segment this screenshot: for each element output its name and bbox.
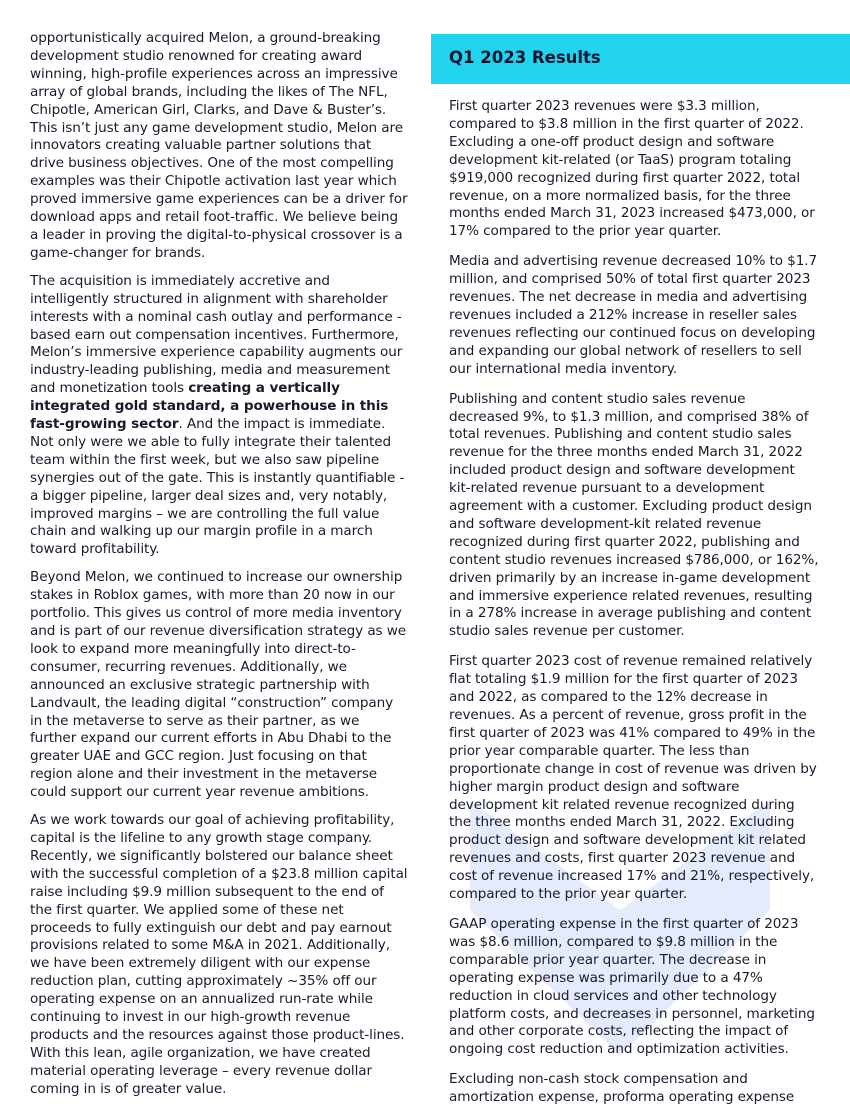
paragraph-text: . And the impact is immediate. Not only were we able to fully integrate their talented team within the first week, but we also saw pipeline synergies out of the gate. This is instantly quantifiable - a bigger pipeline, larger deal sizes and, very notably, improved margins – we are controlling the full value chain and walking up our margin profile in a march toward profitability. [30, 416, 405, 558]
paragraph-cost-of-revenue: First quarter 2023 cost of revenue remained relatively flat totaling $1.9 million for the first quarter of 2023 and 2022, as compared to the 12% decrease in revenues. As a percent of revenue, gross profit in the first quarter of 2023 was 41% compared to 49% in the prior year comparable quarter. The less than proportionate change in cost of revenue was driven by higher margin product design and software development kit related revenue recognized during the three months ended March 31, 2022. Excluding product design and software development kit related revenues and costs, first quarter 2023 revenue and cost of revenue increased 17% and 21%, respectively, compared to the prior year quarter. [449, 653, 817, 903]
emphasis-text: creating a vertically integrated gold standard, a powerhouse in this fast-growing sector [30, 380, 389, 433]
paragraph-melon-acquisition: opportunistically acquired Melon, a ground-breaking development studio renowned for creating award winning, high-profile experiences across an impressive array of global brands, including the likes of The NFL, Chipotle, American Girl, Clarks, and Dave & Buster’s. This isn’t just any game development studio, Melon are innovators creating valuable partner solutions that drive business objectives. One of the most compelling examples was their Chipotle activation last year which proved immersive game experiences can be a driver for download apps and retail foot-traffic. We believe being a leader in proving the digital-to-physical crossover is a game-changer for brands. [30, 30, 408, 261]
paragraph-proforma-expense: Excluding non-cash stock compensation and amortization expense, proforma operating expense [449, 1071, 795, 1106]
paragraph-accretive-acquisition [30, 273, 408, 560]
section-banner [431, 34, 850, 84]
section-title: Q1 2023 Results [449, 48, 601, 67]
paragraph-profitability: As we work towards our goal of achieving profitability, capital is the lifeline to any growth stage company. Recently, we significantly bolstered our balance sheet with the successful completion of a $23.8 million capital raise including $9.9 million subsequent to the end of the first quarter. We applied some of these net proceeds to fully extinguish our debt and pay earnout provisions related to some M&A in 2021. Additionally, we have been extremely diligent with our expense reduction plan, cutting approximately ~35% off our operating expense on an annualized run-rate while continuing to invest in our high-growth revenue products and the resources against those product-lines. With this lean, agile organization, we have created material operating leverage – every revenue dollar coming in is of greater value. [30, 812, 408, 1097]
right-column [449, 98, 819, 1119]
paragraph-media-advertising: Media and advertising revenue decreased 10% to $1.7 million, and comprised 50% of total first quarter 2023 revenues. The net decrease in media and advertising revenues included a 212% increase in reseller sales revenues reflecting our continued focus on developing and expanding our global network of resellers to sell our international media inventory. [449, 253, 818, 377]
paragraph-beyond-melon: Beyond Melon, we continued to increase our ownership stakes in Roblox games, with more than 20 now in our portfolio. This gives us control of more media inventory and is part of our revenue diversification strategy as we look to expand more meaningfully into direct-to-consumer, recurring revenues. Additionally, we announced an exclusive strategic partnership with Landvault, the leading digital “construction” company in the metaverse to serve as their partner, as we further expand our current efforts in Abu Dhabi to the greater UAE and GCC region. Just focusing on that region alone and their investment in the metaverse could support our current year revenue ambitions. [30, 569, 407, 801]
paragraph-operating-expense: GAAP operating expense in the first quarter of 2023 was $8.6 million, compared to $9.8 million in the comparable prior year quarter. The decrease in operating expense was primarily due to a 47% reduction in cloud services and other technology platform costs, and decreases in personnel, marketing and other corporate costs, reflecting the impact of ongoing cost reduction and optimization activities. [449, 915, 815, 1058]
left-column [30, 30, 408, 1109]
paragraph-revenues: First quarter 2023 revenues were $3.3 million, compared to $3.8 million in the first quarter of 2022. Excluding a one-off product design and software development kit-related (or TaaS) program totaling $919,000 recognized during first quarter 2022, total revenue, on a more normalized basis, for the three months ended March 31, 2023 increased $473,000, or 17% compared to the prior year quarter. [449, 98, 815, 240]
paragraph-publishing-studio: Publishing and content studio sales revenue decreased 9%, to $1.3 million, and comprised 38% of total revenues. Publishing and content studio sales revenue for the three months ended March 31, 2022 included product design and software development kit-related revenue pursuant to a development agreement with a customer. Excluding product design and software development-kit related revenue recognized during first quarter 2022, publishing and content studio revenues increased $786,000, or 162%, driven primarily by an increase in-game development and immersive experience related revenues, resulting in a 278% increase in average publishing and content studio sales revenue per customer. [449, 390, 819, 640]
paragraph-text: The acquisition is immediately accretive and intelligently structured in alignment with shareholder interests with a nominal cash outlay and performance -based earn out compensation incentives. Furthermore, Melon’s immersive experience capability augments our industry-leading publishing, media and measurement and monetization tools [30, 272, 403, 397]
